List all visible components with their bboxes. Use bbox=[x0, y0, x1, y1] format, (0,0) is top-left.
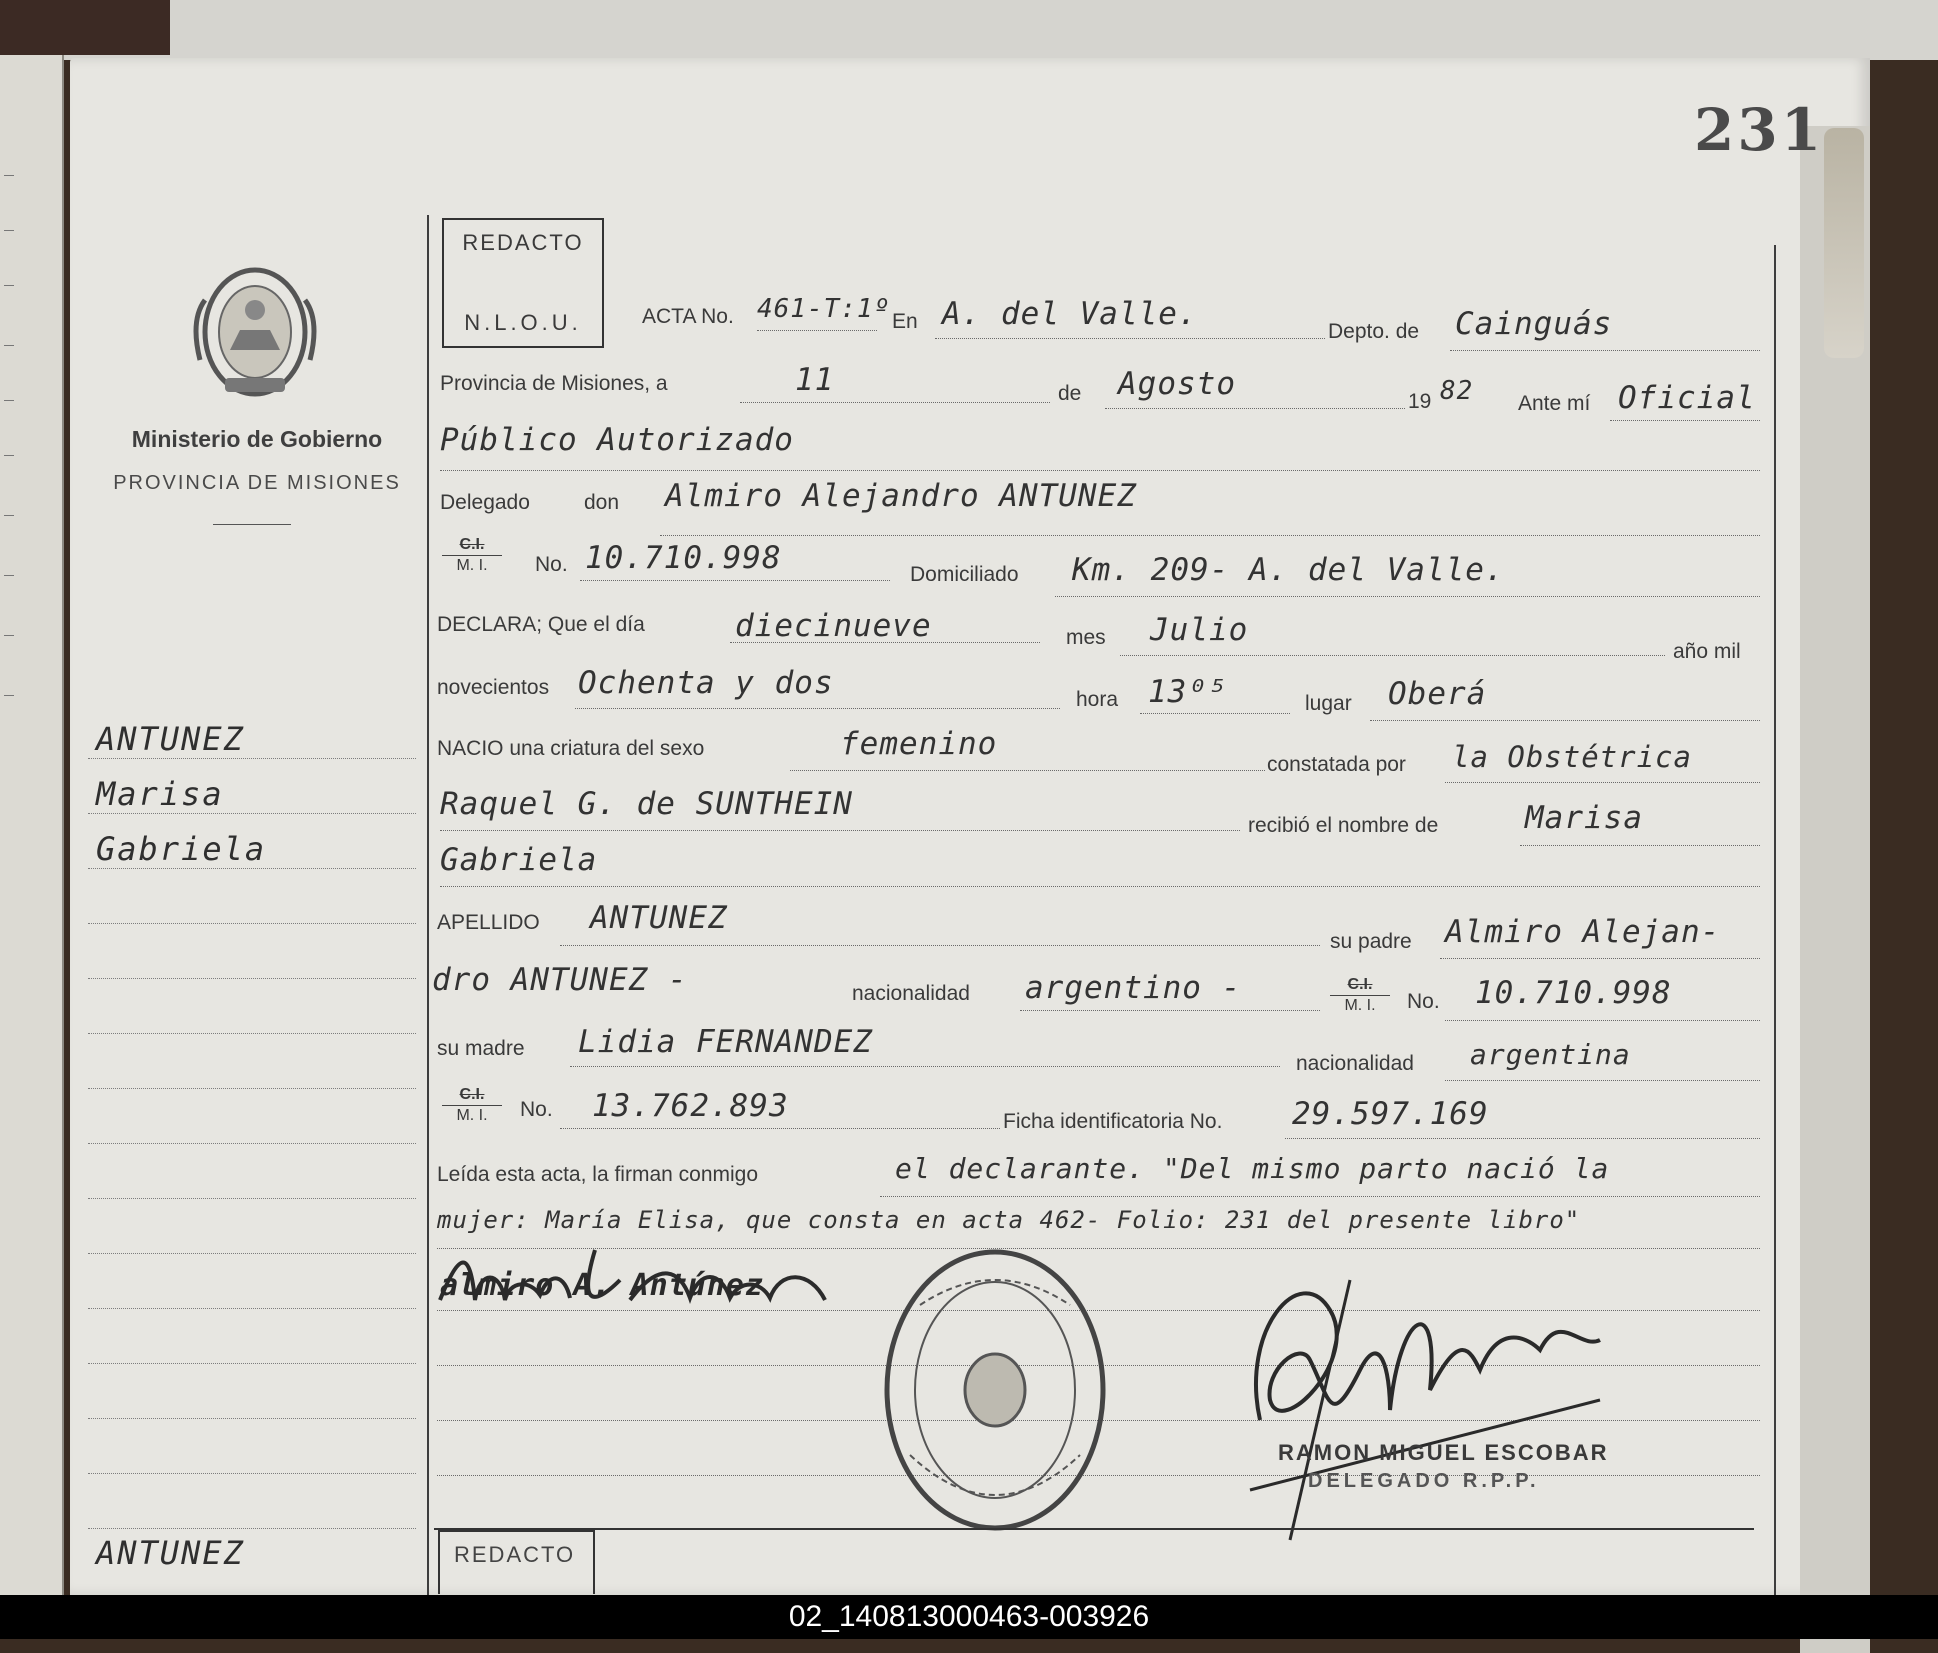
padre-nacionalidad-label: nacionalidad bbox=[852, 982, 970, 1005]
binding-tuft bbox=[1824, 128, 1864, 358]
doc-no-label: No. bbox=[535, 553, 568, 576]
divider bbox=[213, 524, 291, 525]
right-column-rule bbox=[1774, 245, 1776, 1595]
ante-value: Oficial bbox=[1618, 380, 1756, 416]
delegate-title: DELEGADO R.P.P. bbox=[1308, 1470, 1540, 1492]
madre-ci-label: C.I. bbox=[459, 1086, 485, 1103]
hora-label: hora bbox=[1076, 688, 1119, 711]
next-redacto-label: REDACTO bbox=[454, 1542, 576, 1567]
lugar-value: Oberá bbox=[1388, 676, 1487, 712]
ante-label: Ante mí bbox=[1518, 392, 1591, 415]
padre-nacionalidad-value: argentino - bbox=[1025, 970, 1242, 1006]
delegado-label: Delegado bbox=[440, 491, 530, 514]
padre-doc-value: 10.710.998 bbox=[1475, 975, 1672, 1011]
provincia-label: Provincia de Misiones, a bbox=[440, 372, 668, 395]
padre-mi-label: M. I. bbox=[1330, 995, 1390, 1016]
constatada-value-continued: Raquel G. de SUNTHEIN bbox=[440, 786, 853, 822]
document-type bbox=[442, 535, 502, 576]
madre-doc-value: 13.762.893 bbox=[592, 1088, 789, 1124]
padre-document-type bbox=[1330, 975, 1390, 1016]
madre-mi-label: M. I. bbox=[442, 1105, 502, 1126]
madre-document-type bbox=[442, 1085, 502, 1126]
redacto-stamp-title: REDACTO bbox=[462, 230, 584, 255]
leida-value: el declarante. "Del mismo parto nació la bbox=[895, 1152, 1610, 1185]
domiciliado-label: Domiciliado bbox=[910, 563, 1019, 586]
padre-ci-label: C.I. bbox=[1347, 976, 1373, 993]
nacio-label: NACIO una criatura del sexo bbox=[437, 737, 705, 760]
depto-value: Cainguás bbox=[1455, 306, 1613, 342]
acta-value: 461-T:1º bbox=[757, 294, 891, 324]
margin-given-name-2: Gabriela bbox=[96, 830, 267, 868]
next-record-rule bbox=[434, 1528, 1754, 1530]
sexo-value: femenino bbox=[840, 726, 998, 762]
ficha-value: 29.597.169 bbox=[1292, 1096, 1489, 1132]
province-heading: PROVINCIA DE MISIONES bbox=[113, 472, 401, 494]
mes-label: mes bbox=[1066, 626, 1106, 649]
registry-stamp-icon bbox=[880, 1245, 1110, 1535]
left-facing-page bbox=[0, 55, 64, 1595]
nombre-value: Marisa bbox=[1525, 800, 1643, 836]
constatada-label: constatada por bbox=[1267, 753, 1406, 776]
mi-label: M. I. bbox=[442, 555, 502, 576]
en-label: En bbox=[892, 310, 918, 333]
book-cover-corner bbox=[0, 0, 170, 55]
ficha-label: Ficha identificatoria No. bbox=[1003, 1110, 1223, 1133]
page-number: 231 bbox=[1694, 96, 1825, 164]
domiciliado-value: Km. 209- A. del Valle. bbox=[1072, 552, 1505, 588]
madre-nacionalidad-label: nacionalidad bbox=[1296, 1052, 1414, 1075]
declarant-signature-text: almiro A. Antúnez bbox=[440, 1268, 765, 1303]
leida-value-continued: mujer: María Elisa, que consta en acta 462- Folio: 231 del presente libro" bbox=[437, 1206, 1581, 1234]
apellido-value: ANTUNEZ bbox=[590, 900, 728, 936]
nombre-value-continued: Gabriela bbox=[440, 842, 598, 878]
birth-year-value: Ochenta y dos bbox=[578, 665, 834, 701]
leida-label: Leída esta acta, la firman conmigo bbox=[437, 1163, 759, 1186]
margin-next-surname: ANTUNEZ bbox=[96, 1534, 245, 1572]
madre-doc-no-label: No. bbox=[520, 1098, 553, 1121]
delegate-signature bbox=[1240, 1250, 1620, 1550]
depto-label: Depto. de bbox=[1328, 320, 1420, 343]
redacto-stamp bbox=[442, 218, 604, 348]
ministry-heading: Ministerio de Gobierno bbox=[131, 426, 383, 452]
birth-day-value: diecinueve bbox=[735, 608, 932, 644]
acta-label: ACTA No. bbox=[642, 305, 734, 328]
madre-label: su madre bbox=[437, 1037, 525, 1060]
redacto-stamp-code: N.L.O.U. bbox=[464, 310, 582, 335]
anio-label: año mil bbox=[1673, 640, 1741, 663]
province-emblem-icon bbox=[190, 260, 320, 400]
padre-value-continued: dro ANTUNEZ - bbox=[432, 962, 688, 998]
madre-value: Lidia FERNANDEZ bbox=[578, 1024, 873, 1060]
delegate-name: RAMON MIGUEL ESCOBAR bbox=[1278, 1440, 1609, 1465]
margin-column-rule bbox=[427, 215, 429, 1595]
lugar-label: lugar bbox=[1305, 692, 1352, 715]
apellido-label: APELLIDO bbox=[437, 911, 540, 934]
madre-nacionalidad-value: argentina bbox=[1470, 1038, 1631, 1071]
de-label: de bbox=[1058, 382, 1082, 405]
next-redacto-stamp bbox=[438, 1530, 595, 1594]
recibio-label: recibió el nombre de bbox=[1248, 814, 1439, 837]
padre-doc-no-label: No. bbox=[1407, 990, 1440, 1013]
ci-label: C.I. bbox=[459, 536, 485, 553]
birth-month-value: Julio bbox=[1150, 612, 1249, 648]
delegado-name-value: Almiro Alejandro ANTUNEZ bbox=[665, 478, 1137, 514]
doc-number-value: 10.710.998 bbox=[585, 540, 782, 576]
officer-title-continued: Público Autorizado bbox=[440, 422, 794, 458]
day-value: 11 bbox=[795, 362, 835, 398]
hora-value: 13⁰⁵ bbox=[1148, 674, 1227, 710]
novecientos-label: novecientos bbox=[437, 676, 550, 699]
month-value: Agosto bbox=[1118, 366, 1236, 402]
en-value: A. del Valle. bbox=[942, 296, 1198, 332]
padre-label: su padre bbox=[1330, 930, 1412, 953]
declara-label: DECLARA; Que el día bbox=[437, 613, 645, 636]
background-top bbox=[0, 0, 1938, 60]
constatada-value: la Obstétrica bbox=[1452, 740, 1692, 774]
margin-surname: ANTUNEZ bbox=[96, 720, 245, 758]
year-prefix: 19 bbox=[1408, 390, 1432, 413]
image-caption: 02_140813000463-003926 bbox=[0, 1595, 1938, 1639]
don-label: don bbox=[584, 491, 620, 514]
padre-value: Almiro Alejan- bbox=[1445, 914, 1721, 950]
year-value: 82 bbox=[1440, 376, 1474, 406]
margin-given-name-1: Marisa bbox=[96, 775, 224, 813]
